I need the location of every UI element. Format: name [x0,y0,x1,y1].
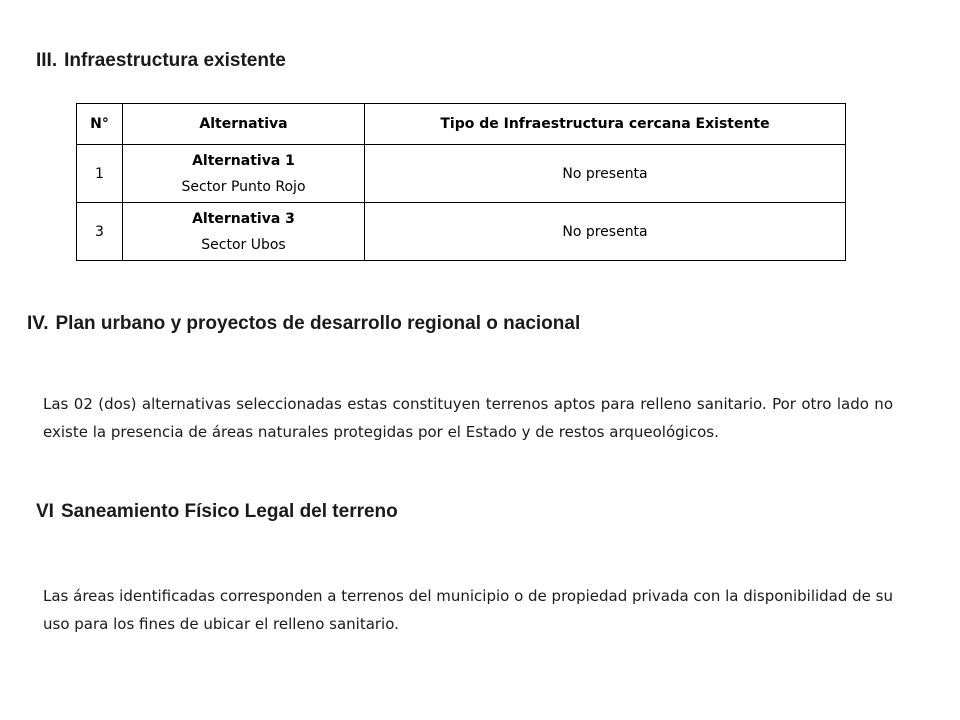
row-alternativa [123,145,365,203]
table-header-row [77,104,846,145]
section-3-title: Infraestructura existente [64,50,286,71]
alternativa-name: Alternativa 1 [192,152,295,169]
header-alternativa: Alternativa [123,104,365,145]
row-alternativa [123,203,365,261]
section-4-heading [27,313,580,335]
section-4-number: IV. [27,313,49,334]
header-number: N° [77,104,123,145]
section-4-paragraph: Las 02 (dos) alternativas seleccionadas estas constituyen terrenos aptos para relleno sanitario. Por otro lado no existe la presencia de áreas naturales protegidas por el Estado y de restos arqueológicos. [43,395,893,441]
section-6-number: VI [36,501,54,522]
row-tipo: No presenta [365,145,846,203]
alternativa-sector: Sector Ubos [201,236,286,253]
section-6-paragraph: Las áreas identificadas corresponden a terrenos del municipio o de propiedad privada con la disponibilidad de su uso para los fines de ubicar el relleno sanitario. [43,587,893,633]
alternativa-sector: Sector Punto Rojo [181,178,306,195]
section-3-heading [36,50,286,72]
section-4-title: Plan urbano y proyectos de desarrollo regional o nacional [55,313,581,334]
header-tipo-infraestructura: Tipo de Infraestructura cercana Existente [365,104,846,145]
row-tipo: No presenta [365,203,846,261]
section-6-title: Saneamiento Físico Legal del terreno [60,501,398,522]
table-row [77,145,846,203]
row-number: 3 [77,203,123,261]
row-number: 1 [77,145,123,203]
alternativa-name: Alternativa 3 [192,210,295,227]
infrastructure-table [76,103,846,261]
section-6-heading [36,501,398,523]
section-3-number: III. [36,50,58,71]
table-row [77,203,846,261]
